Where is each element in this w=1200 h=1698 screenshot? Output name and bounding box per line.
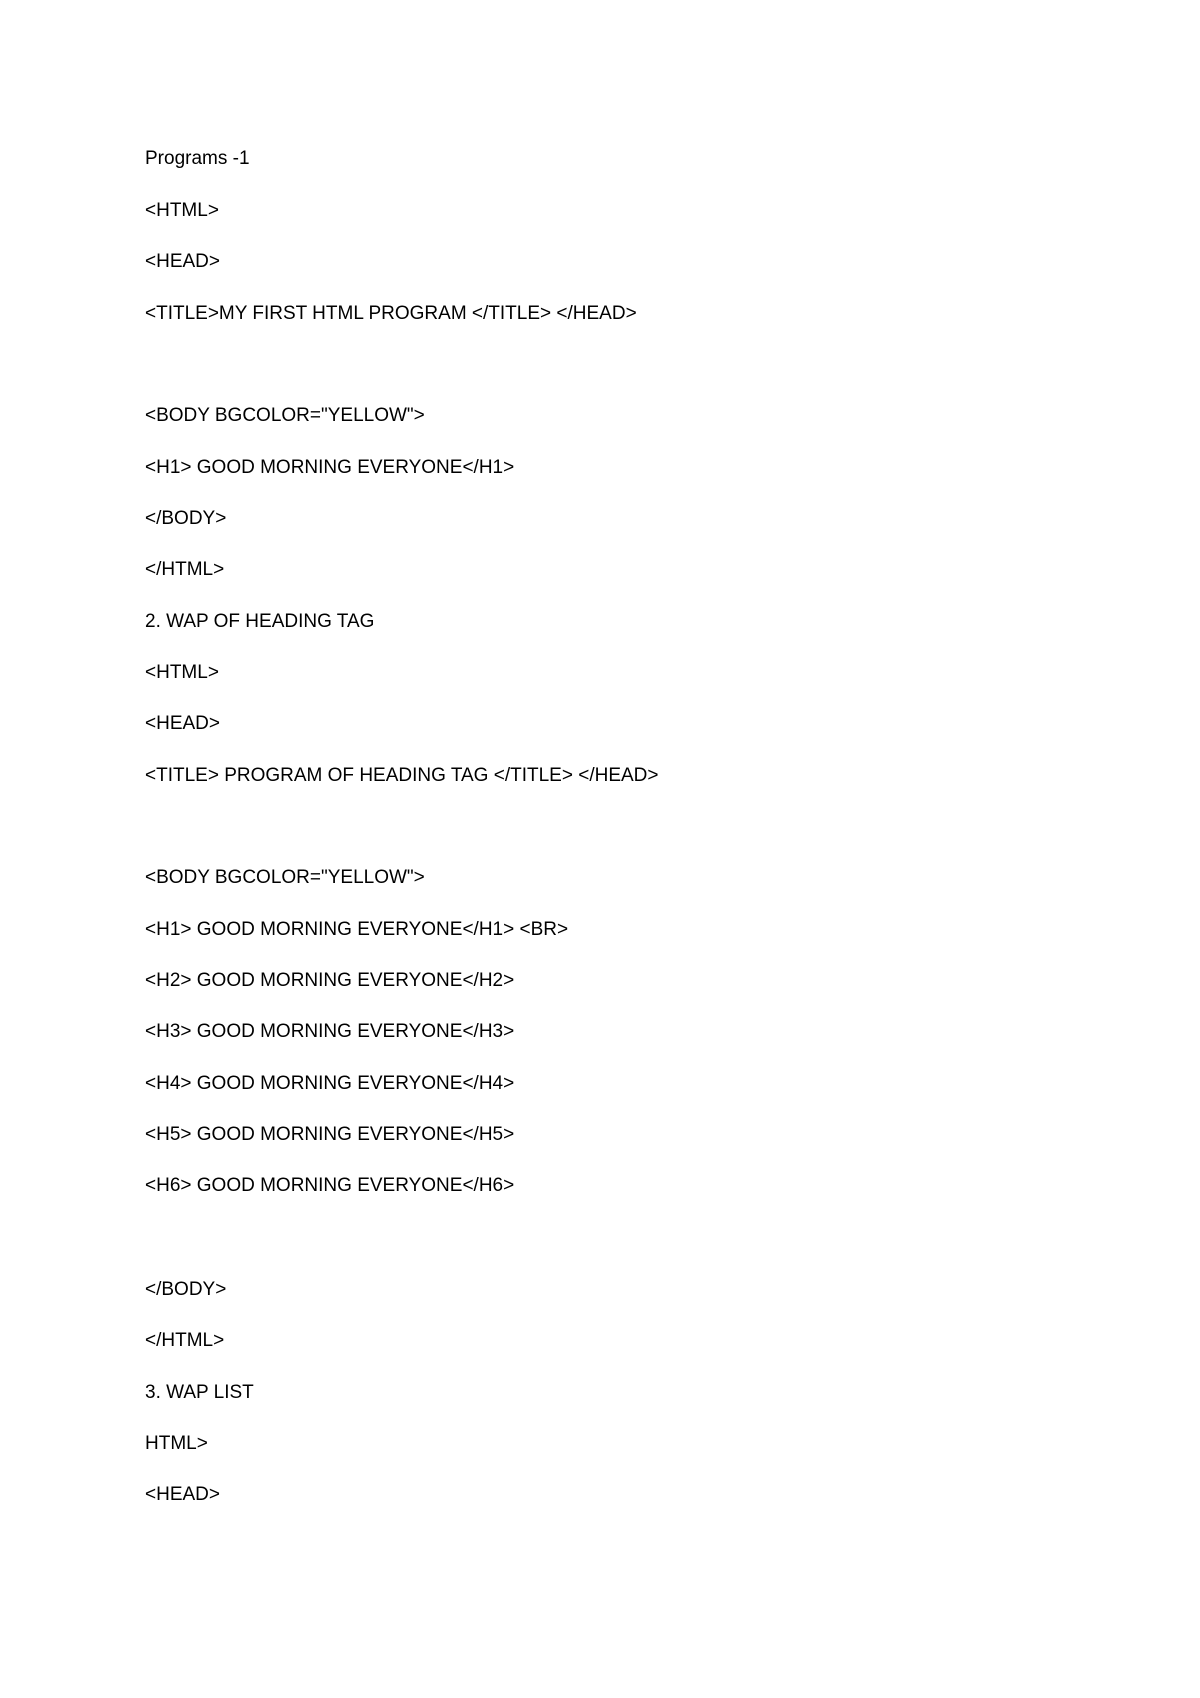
code-line: <TITLE> PROGRAM OF HEADING TAG </TITLE> </HEAD> [145, 765, 659, 786]
code-line: </HTML> [145, 1330, 225, 1351]
section-heading: 3. WAP LIST [145, 1382, 254, 1403]
code-line: <H6> GOOD MORNING EVERYONE</H6> [145, 1175, 515, 1196]
code-line: <H1> GOOD MORNING EVERYONE</H1> <BR> [145, 919, 569, 940]
code-line: <BODY BGCOLOR="YELLOW"> [145, 867, 425, 888]
code-line: <HTML> [145, 662, 219, 683]
code-line: <HTML> [145, 200, 219, 221]
code-line: <H2> GOOD MORNING EVERYONE</H2> [145, 970, 515, 991]
code-line: <HEAD> [145, 251, 220, 272]
document-title: Programs -1 [145, 148, 250, 169]
code-line: <HEAD> [145, 713, 220, 734]
code-line: <BODY BGCOLOR="YELLOW"> [145, 405, 425, 426]
code-line: HTML> [145, 1433, 208, 1454]
code-line: <TITLE>MY FIRST HTML PROGRAM </TITLE> </HEAD> [145, 303, 637, 324]
code-line: </BODY> [145, 508, 227, 529]
code-line: <H1> GOOD MORNING EVERYONE</H1> [145, 457, 515, 478]
code-line: <H3> GOOD MORNING EVERYONE</H3> [145, 1021, 515, 1042]
code-line: <H4> GOOD MORNING EVERYONE</H4> [145, 1073, 515, 1094]
code-line: </HTML> [145, 559, 225, 580]
code-line: <H5> GOOD MORNING EVERYONE</H5> [145, 1124, 515, 1145]
code-line: <HEAD> [145, 1484, 220, 1505]
section-heading: 2. WAP OF HEADING TAG [145, 611, 375, 632]
code-line: </BODY> [145, 1279, 227, 1300]
